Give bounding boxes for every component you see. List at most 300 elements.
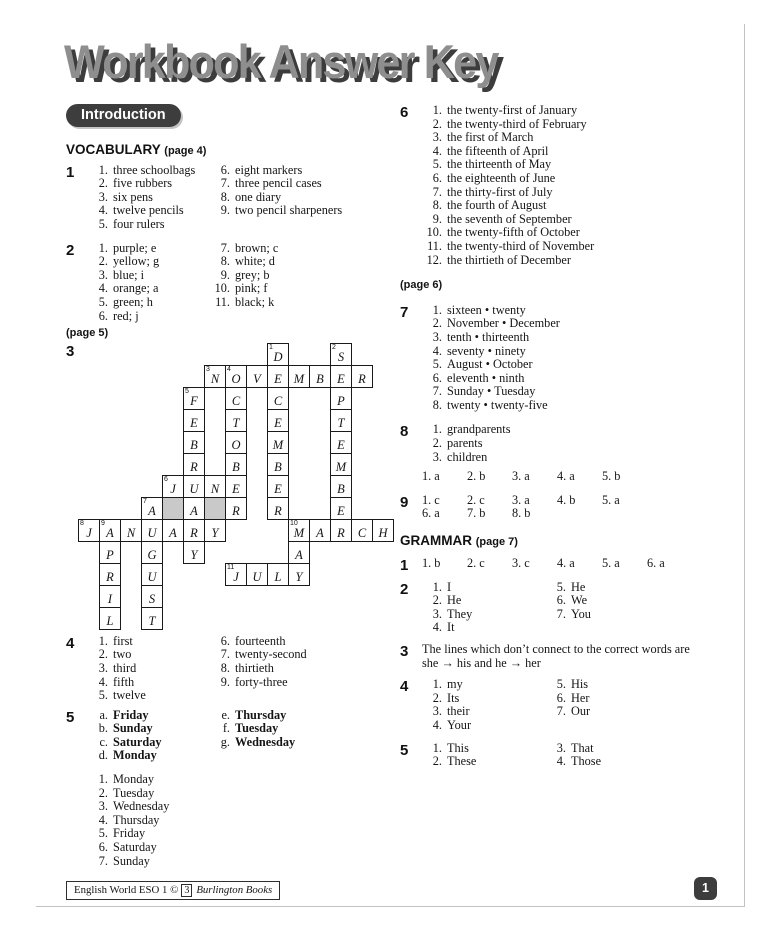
item-number: 5. bbox=[98, 826, 108, 841]
item-number: 4. bbox=[98, 812, 108, 827]
list-item bbox=[88, 177, 210, 191]
crossword-letter: U bbox=[189, 481, 199, 496]
item-text: Those bbox=[571, 754, 602, 769]
crossword-letter: O bbox=[231, 437, 241, 452]
crossword-letter: L bbox=[106, 613, 114, 628]
list-item bbox=[210, 635, 307, 649]
answer-list bbox=[422, 423, 748, 464]
crossword-cell bbox=[288, 519, 310, 542]
grammar-item-3 bbox=[400, 643, 748, 670]
crossword-letter: E bbox=[337, 503, 345, 518]
crossword-letter: M bbox=[272, 437, 284, 452]
item-text: Sunday • Tuesday bbox=[447, 384, 536, 399]
list-item bbox=[210, 204, 342, 218]
item-number: 7. bbox=[556, 606, 566, 621]
grammar-item-5 bbox=[400, 742, 748, 769]
crossword-cell bbox=[162, 519, 184, 542]
item-number: 3. bbox=[432, 606, 442, 621]
page-5-label: (page 5) bbox=[66, 327, 109, 340]
item-text: forty-three bbox=[235, 674, 288, 689]
page-title: Workbook Answer Key bbox=[64, 35, 498, 88]
item-number: 3. bbox=[432, 704, 442, 719]
crossword-cell bbox=[225, 475, 247, 498]
crossword-cell bbox=[141, 541, 163, 564]
crossword-letter: R bbox=[190, 525, 198, 540]
item-number: 2. bbox=[432, 116, 442, 131]
answer-slot: 2. b bbox=[467, 469, 486, 484]
vocab-item-5 bbox=[66, 709, 398, 763]
days-ordered-list bbox=[88, 773, 398, 868]
answer-list bbox=[88, 635, 210, 703]
crossword-letter: E bbox=[337, 371, 345, 386]
list-item bbox=[88, 722, 210, 736]
list-item bbox=[88, 709, 210, 723]
answer-slot: 3. a bbox=[512, 469, 530, 484]
crossword-cell bbox=[267, 497, 289, 520]
item-text: red; j bbox=[113, 308, 139, 323]
crossword-letter: U bbox=[147, 569, 157, 584]
item-text: first bbox=[113, 633, 133, 648]
crossword-letter: P bbox=[337, 393, 345, 408]
crossword-cell bbox=[183, 431, 205, 454]
item-number: 9. bbox=[432, 211, 442, 226]
crossword-letter: A bbox=[148, 503, 156, 518]
item-number: 6. bbox=[432, 170, 442, 185]
answer-list bbox=[546, 678, 590, 732]
list-item bbox=[88, 814, 398, 828]
item-number: 6. bbox=[98, 308, 108, 323]
item-text: They bbox=[447, 606, 473, 621]
item-number: 5. bbox=[432, 357, 442, 372]
crossword-cell bbox=[183, 497, 205, 520]
item-number: 5. bbox=[98, 294, 108, 309]
crossword-cell bbox=[183, 387, 205, 410]
item-text: It bbox=[447, 620, 455, 635]
crossword-letter: M bbox=[335, 459, 347, 474]
item-number: 1 bbox=[400, 556, 409, 574]
crossword-letter: E bbox=[274, 481, 282, 496]
list-item bbox=[88, 736, 210, 750]
crossword-clue-number: 3 bbox=[206, 365, 210, 373]
crossword-letter: C bbox=[273, 393, 283, 408]
vocab-item-9 bbox=[400, 494, 748, 521]
crossword-letter bbox=[205, 498, 225, 504]
answer-list bbox=[546, 581, 591, 635]
crossword-letter: N bbox=[210, 481, 220, 496]
crossword-cell bbox=[288, 541, 310, 564]
crossword-cell bbox=[99, 585, 121, 608]
list-item bbox=[422, 692, 546, 706]
item-number: 5. bbox=[556, 579, 566, 594]
item-number: 3. bbox=[98, 660, 108, 675]
item-number: 5. bbox=[556, 677, 566, 692]
crossword-cell bbox=[330, 431, 352, 454]
item-letter: a. bbox=[99, 707, 108, 722]
item-number: 8 bbox=[400, 423, 409, 441]
crossword-cell bbox=[246, 365, 268, 388]
item-text: black; k bbox=[235, 294, 275, 309]
item-letter: e. bbox=[221, 707, 230, 722]
item-number: 3 bbox=[400, 643, 409, 660]
item-number: 4. bbox=[432, 343, 442, 358]
item-text: pink; f bbox=[235, 281, 268, 296]
answer-list bbox=[210, 635, 307, 703]
list-item bbox=[422, 199, 748, 213]
crossword-cell bbox=[99, 563, 121, 586]
crossword-letter: D bbox=[273, 349, 283, 364]
list-item bbox=[88, 310, 210, 324]
crossword-cell bbox=[267, 409, 289, 432]
item-text: the thirteenth of May bbox=[447, 157, 552, 172]
list-item bbox=[422, 399, 748, 413]
answer-slot: 3. c bbox=[512, 555, 530, 570]
item-text: thirtieth bbox=[235, 660, 274, 675]
item-number: 2 bbox=[66, 241, 75, 259]
item-number: 9. bbox=[220, 267, 230, 282]
item-number: 3. bbox=[98, 189, 108, 204]
crossword-clue-number: 10 bbox=[290, 519, 298, 527]
crossword-letter: I bbox=[107, 591, 113, 606]
answer-slot: 2. c bbox=[467, 492, 485, 507]
list-item bbox=[422, 372, 748, 386]
item-number: 4. bbox=[432, 717, 442, 732]
crossword-cell bbox=[372, 519, 394, 542]
list-item bbox=[88, 827, 398, 841]
crossword-cell bbox=[351, 365, 373, 388]
crossword-letter: A bbox=[316, 525, 324, 540]
crossword-cell bbox=[183, 409, 205, 432]
answer-slot: 4. a bbox=[557, 469, 575, 484]
crossword-cell bbox=[267, 475, 289, 498]
crossword-letter: B bbox=[274, 459, 282, 474]
publisher-name: Burlington Books bbox=[196, 884, 273, 896]
item-number: 4 bbox=[66, 634, 75, 652]
list-item bbox=[422, 345, 748, 359]
crossword-cell bbox=[141, 607, 163, 630]
list-item bbox=[422, 594, 546, 608]
list-item bbox=[422, 385, 748, 399]
list-item bbox=[422, 240, 748, 254]
item-text: November • December bbox=[447, 316, 560, 331]
item-text: brown; c bbox=[235, 240, 279, 255]
days-list bbox=[88, 709, 210, 763]
answer-list bbox=[422, 581, 546, 635]
list-item bbox=[422, 742, 546, 756]
list-item bbox=[88, 635, 210, 649]
crossword-letter: R bbox=[232, 503, 240, 518]
list-item bbox=[422, 581, 546, 595]
list-item bbox=[422, 186, 748, 200]
answer-list bbox=[210, 242, 278, 324]
crossword-letter: Y bbox=[211, 525, 219, 540]
list-item bbox=[88, 218, 210, 232]
item-number: 6. bbox=[220, 162, 230, 177]
item-text: You bbox=[571, 606, 591, 621]
item-text: two bbox=[113, 647, 132, 662]
item-text: His bbox=[571, 677, 589, 692]
item-number: 2. bbox=[98, 254, 108, 269]
list-item bbox=[88, 204, 210, 218]
list-item bbox=[88, 164, 210, 178]
crossword-cell bbox=[225, 409, 247, 432]
item-text: Tuesday bbox=[235, 721, 279, 736]
item-number: 4. bbox=[98, 674, 108, 689]
crossword-letter: U bbox=[147, 525, 157, 540]
answer-slot: 4. b bbox=[557, 492, 576, 507]
crossword-letter bbox=[163, 498, 183, 504]
list-item bbox=[422, 118, 748, 132]
item-text: Thursday bbox=[235, 707, 287, 722]
crossword-letter: T bbox=[232, 415, 240, 430]
crossword-cell bbox=[309, 519, 331, 542]
crossword-cell bbox=[183, 453, 205, 476]
list-item bbox=[88, 282, 210, 296]
list-item bbox=[88, 855, 398, 869]
item-number: 4 bbox=[400, 678, 409, 696]
publisher-logo-mark: 3 bbox=[181, 884, 192, 897]
list-item bbox=[422, 317, 748, 331]
list-item bbox=[422, 678, 546, 692]
item-number: 5. bbox=[98, 216, 108, 231]
crossword-cell bbox=[204, 497, 226, 520]
item-text: one diary bbox=[235, 189, 282, 204]
item-text: twelve pencils bbox=[113, 203, 184, 218]
item-text: four rulers bbox=[113, 216, 165, 231]
item-letter: f. bbox=[222, 721, 230, 736]
crossword-cell bbox=[141, 563, 163, 586]
crossword-letter: B bbox=[337, 481, 345, 496]
item-number: 3. bbox=[98, 267, 108, 282]
crossword-cell bbox=[330, 365, 352, 388]
item-text: the first of March bbox=[447, 130, 534, 145]
item-number: 2. bbox=[432, 754, 442, 769]
footer-imprint bbox=[66, 881, 280, 900]
item-text: fifth bbox=[113, 674, 135, 689]
grammar-item-2 bbox=[400, 581, 748, 635]
item-number: 2. bbox=[432, 316, 442, 331]
crossword-letter: N bbox=[210, 371, 220, 386]
item-text: Our bbox=[571, 704, 591, 719]
vocab-item-1 bbox=[66, 164, 398, 232]
crossword-cell bbox=[99, 519, 121, 542]
crossword-letter: L bbox=[274, 569, 282, 584]
grammar-item-1 bbox=[400, 557, 748, 573]
item-text: three schoolbags bbox=[113, 162, 196, 177]
item-number: 1. bbox=[98, 772, 108, 787]
crossword-grid bbox=[78, 343, 395, 631]
crossword-letter: T bbox=[337, 415, 345, 430]
item-number: 2. bbox=[98, 785, 108, 800]
item-number: 4. bbox=[432, 143, 442, 158]
crossword-cell bbox=[225, 431, 247, 454]
item-text: five rubbers bbox=[113, 176, 173, 191]
crossword-letter: E bbox=[337, 437, 345, 452]
list-item bbox=[422, 104, 748, 118]
item-number: 1. bbox=[432, 103, 442, 117]
item-number: 7. bbox=[432, 384, 442, 399]
page-number-badge: 1 bbox=[694, 877, 717, 900]
answer-letter-row bbox=[422, 470, 748, 484]
crossword-letter: A bbox=[169, 525, 177, 540]
list-item bbox=[88, 242, 210, 256]
answer-slot: 6. a bbox=[647, 555, 665, 570]
crossword-letter: S bbox=[337, 349, 345, 364]
list-item bbox=[210, 676, 307, 690]
item-text: Friday bbox=[113, 707, 149, 722]
list-item bbox=[546, 755, 601, 769]
item-text: He bbox=[447, 593, 462, 608]
crossword-letter: U bbox=[252, 569, 262, 584]
answer-slot: 5. a bbox=[602, 555, 620, 570]
item-number: 2. bbox=[432, 593, 442, 608]
crossword-cell bbox=[141, 497, 163, 520]
vocab-item-2 bbox=[66, 242, 398, 324]
list-item bbox=[88, 648, 210, 662]
item-text: the thirty-first of July bbox=[447, 184, 553, 199]
crossword-letter: A bbox=[106, 525, 114, 540]
list-item bbox=[546, 594, 591, 608]
crossword-cell bbox=[162, 497, 184, 520]
item-text: Tuesday bbox=[113, 785, 155, 800]
crossword-letter: V bbox=[253, 371, 261, 386]
crossword-clue-number: 5 bbox=[185, 387, 189, 395]
crossword-letter: B bbox=[232, 459, 240, 474]
item-text: the fourth of August bbox=[447, 198, 547, 213]
item-number: 11. bbox=[427, 238, 442, 253]
list-item bbox=[546, 581, 591, 595]
item-number: 9 bbox=[400, 493, 409, 511]
item-number: 8. bbox=[432, 198, 442, 213]
crossword-letter: A bbox=[190, 503, 198, 518]
crossword-letter: N bbox=[126, 525, 136, 540]
item-number: 7. bbox=[220, 176, 230, 191]
answer-slot: 1. b bbox=[422, 555, 441, 570]
crossword-letter: P bbox=[106, 547, 114, 562]
item-number: 1. bbox=[98, 162, 108, 177]
grammar-header bbox=[400, 534, 748, 550]
item-text: the twenty-third of November bbox=[447, 238, 595, 253]
answer-list bbox=[422, 742, 546, 769]
explanation-line-1: The lines which don’t connect to the correct words are bbox=[422, 642, 690, 656]
answer-slot: 1. a bbox=[422, 469, 440, 484]
crossword-letter: J bbox=[170, 481, 176, 496]
vocabulary-page-ref: (page 4) bbox=[164, 145, 207, 157]
item-number: 5 bbox=[400, 741, 409, 759]
item-letter: c. bbox=[99, 734, 108, 749]
crossword-letter: B bbox=[316, 371, 324, 386]
item-letter: g. bbox=[220, 734, 230, 749]
crossword-cell bbox=[141, 519, 163, 542]
list-item bbox=[422, 608, 546, 622]
crossword-cell bbox=[225, 563, 247, 586]
item-text: Monday bbox=[113, 748, 157, 763]
list-item bbox=[422, 226, 748, 240]
item-number: 3. bbox=[432, 449, 442, 464]
crossword-cell bbox=[309, 365, 331, 388]
item-text: This bbox=[447, 740, 469, 755]
answer-list bbox=[88, 164, 210, 232]
list-item bbox=[422, 172, 748, 186]
crossword-clue-number: 8 bbox=[80, 519, 84, 527]
item-text: twenty • twenty-five bbox=[447, 397, 548, 412]
item-text: I bbox=[447, 579, 452, 594]
item-number: 8. bbox=[432, 397, 442, 412]
item-number: 1. bbox=[432, 302, 442, 317]
vocab-item-8 bbox=[400, 423, 748, 483]
answer-slot: 8. b bbox=[512, 506, 531, 521]
item-number: 5. bbox=[432, 157, 442, 172]
item-text: third bbox=[113, 660, 137, 675]
crossword-letter: J bbox=[233, 569, 239, 584]
crossword-cell bbox=[246, 563, 268, 586]
item-text: Sunday bbox=[113, 721, 153, 736]
explanation-line-2: she → his and he → her bbox=[422, 655, 541, 670]
item-text: Your bbox=[447, 717, 472, 732]
item-text: six pens bbox=[113, 189, 153, 204]
crossword-letter: R bbox=[106, 569, 114, 584]
item-text: sixteen • twenty bbox=[447, 302, 526, 317]
item-number: 5. bbox=[98, 688, 108, 703]
answer-list bbox=[210, 164, 342, 232]
list-item bbox=[422, 213, 748, 227]
item-text: the fifteenth of April bbox=[447, 143, 549, 158]
crossword-cell bbox=[267, 343, 289, 366]
crossword-cell bbox=[330, 497, 352, 520]
item-number: 8. bbox=[220, 254, 230, 269]
crossword-cell bbox=[225, 497, 247, 520]
item-number: 3. bbox=[432, 329, 442, 344]
crossword-letter: E bbox=[190, 415, 198, 430]
item-text: He bbox=[571, 579, 586, 594]
list-item bbox=[210, 242, 278, 256]
answer-slot: 1. c bbox=[422, 492, 440, 507]
item-text: orange; a bbox=[113, 281, 159, 296]
crossword-cell bbox=[330, 387, 352, 410]
item-text: twelve bbox=[113, 688, 146, 703]
list-item bbox=[546, 608, 591, 622]
crossword-cell bbox=[120, 519, 142, 542]
list-item bbox=[88, 662, 210, 676]
crossword-letter: S bbox=[148, 591, 156, 606]
answer-slot: 7. b bbox=[467, 506, 486, 521]
list-item bbox=[422, 755, 546, 769]
crossword-cell bbox=[204, 365, 226, 388]
item-number: 2. bbox=[98, 176, 108, 191]
crossword-clue-number: 2 bbox=[332, 343, 336, 351]
item-number: 2. bbox=[98, 647, 108, 662]
list-item bbox=[422, 451, 748, 465]
crossword-clue-number: 11 bbox=[227, 563, 235, 571]
item-number: 6. bbox=[556, 690, 566, 705]
item-number: 8. bbox=[220, 660, 230, 675]
vocabulary-title: VOCABULARY bbox=[66, 142, 161, 157]
crossword-cell bbox=[183, 541, 205, 564]
page-6-label: (page 6) bbox=[400, 279, 443, 292]
list-item bbox=[210, 736, 295, 750]
list-item bbox=[88, 676, 210, 690]
list-item bbox=[422, 423, 748, 437]
item-text: grandparents bbox=[447, 422, 511, 437]
crossword-letter: J bbox=[86, 525, 92, 540]
item-number: 9. bbox=[220, 674, 230, 689]
list-item bbox=[210, 709, 295, 723]
answer-slot: 2. c bbox=[467, 555, 485, 570]
list-item bbox=[422, 331, 748, 345]
item-text: Her bbox=[571, 690, 590, 705]
crossword-cell bbox=[204, 519, 226, 542]
item-number: 3. bbox=[98, 799, 108, 814]
crossword-cell bbox=[267, 453, 289, 476]
